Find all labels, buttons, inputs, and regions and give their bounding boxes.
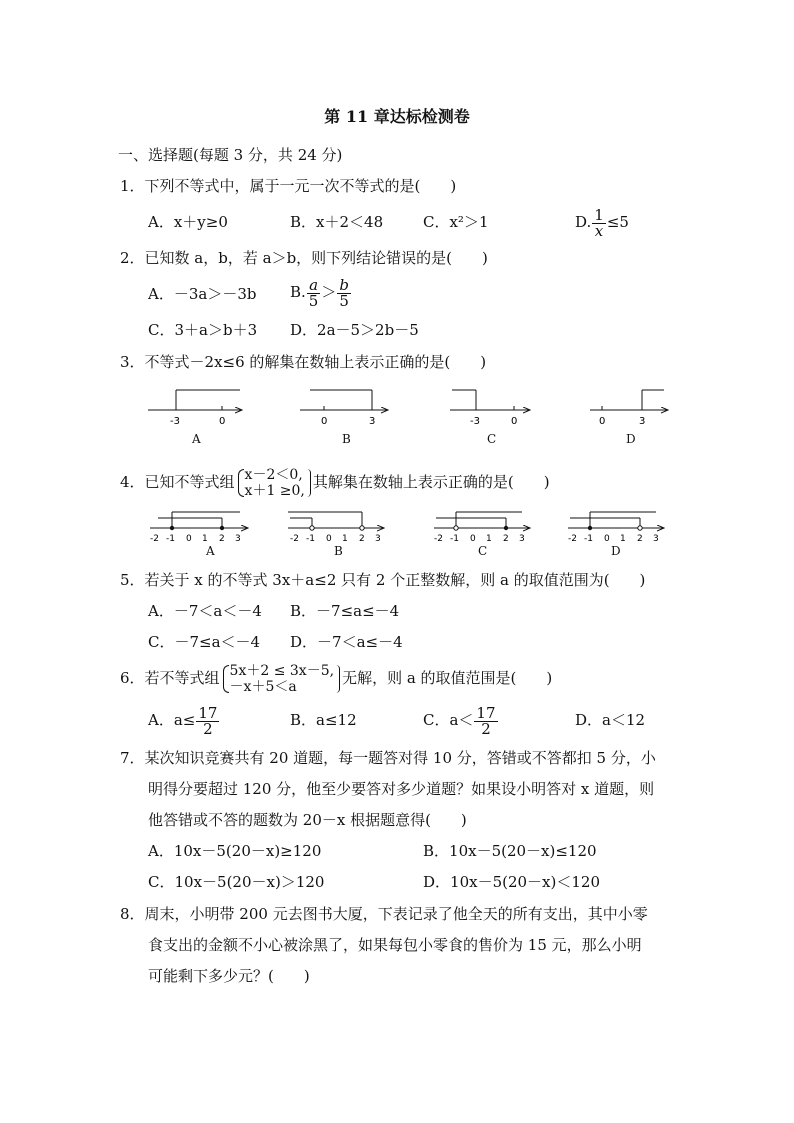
q4-a-t5: 2 (219, 534, 225, 544)
q6-right-brace (336, 665, 340, 693)
q2-option-c: C．3＋a＞b＋3 (148, 321, 258, 339)
q3-axis-a (148, 390, 242, 427)
q6-stem (120, 660, 552, 696)
q1-stem: 1．下列不等式中，属于一元一次不等式的是( ) (120, 177, 457, 195)
q1-option-d (575, 202, 629, 242)
q4-stem-pre: 4．已知不等式组 (120, 473, 235, 491)
q4-number-lines (0, 506, 794, 556)
q4-c-t4: 1 (486, 534, 492, 544)
q6-c-num: 17 (476, 703, 496, 722)
q4-b-t2: -1 (306, 534, 315, 544)
q5-option-b: B．－7≤a≤－4 (290, 602, 400, 620)
q6-a-prefix: A．a≤ (148, 711, 196, 729)
q3-d-tick-2: 3 (639, 416, 646, 427)
q3-label-c: C (487, 432, 497, 446)
q3-label-a: A (192, 432, 201, 446)
q5-stem: 5．若关于 x 的不等式 3x＋a≤2 只有 2 个正整数解，则 a 的取值范围为( ) (120, 571, 646, 589)
page-title: 第 11 章达标检测卷 (324, 107, 470, 126)
q3-axis-b (300, 390, 388, 427)
q1-d-num: 1 (594, 205, 604, 224)
q4-row-2: x＋1 ≥0, (244, 483, 305, 499)
q3-c-tick-1: -3 (470, 416, 480, 427)
q2-b-op: ＞ (321, 283, 337, 301)
q3-axis-c (450, 390, 530, 427)
q2-b-d2: 5 (339, 291, 349, 310)
q7-line-1: 7．某次知识竞赛共有 20 道题，每一题答对得 10 分，答错或不答都扣 5 分，小 (120, 749, 656, 767)
q6-option-b: B．a≤12 (290, 711, 357, 729)
q3-b-tick-1: 0 (321, 416, 328, 427)
q4-c-t1: -2 (434, 534, 443, 544)
q3-a-tick-1: -3 (170, 416, 180, 427)
q4-a-t4: 1 (202, 534, 208, 544)
q4-axis-c (434, 512, 530, 544)
q6-option-d: D．a＜12 (575, 711, 646, 729)
q2-b-d1: 5 (308, 291, 319, 310)
q6-a-num: 17 (198, 703, 218, 722)
q1-option-b: B．x＋2＜48 (290, 213, 384, 231)
q6-c-fraction (474, 703, 497, 738)
q6-a-fraction (196, 703, 219, 738)
q7-option-a: A．10x－5(20－x)≥120 (148, 842, 322, 860)
q7-option-c: C．10x－5(20－x)＞120 (148, 873, 325, 891)
q4-d-t1: -2 (568, 534, 577, 544)
q4-c-t5: 2 (503, 534, 509, 544)
q6-option-a (148, 700, 220, 740)
q4-right-brace (307, 469, 311, 497)
q4-a-t6: 3 (235, 534, 241, 544)
q4-d-t3: 0 (604, 534, 610, 544)
q4-d-t5: 2 (637, 534, 643, 544)
q6-row-2: －x＋5＜a (229, 679, 297, 695)
q4-d-t2: -1 (584, 534, 593, 544)
q3-stem: 3．不等式－2x≤6 的解集在数轴上表示正确的是( ) (120, 353, 487, 371)
q8-line-1: 8．周末，小明带 200 元去图书大厦，下表记录了他全天的所有支出，其中小零 (120, 905, 648, 923)
q4-label-a: A (206, 544, 215, 558)
q4-row-1: x－2＜0, (244, 467, 303, 483)
q2-option-a: A．－3a＞－3b (148, 285, 257, 303)
section-heading: 一、选择题(每题 3 分，共 24 分) (118, 146, 343, 164)
q3-d-tick-1: 0 (599, 416, 606, 427)
q1-d-suffix: ≤5 (606, 213, 629, 231)
q4-a-t3: 0 (186, 534, 192, 544)
q3-b-tick-2: 3 (369, 416, 376, 427)
q4-c-t3: 0 (470, 534, 476, 544)
q3-axis-d (590, 390, 668, 427)
q2-b-prefix: B. (290, 283, 306, 301)
q7-option-b: B．10x－5(20－x)≤120 (423, 842, 597, 860)
q8-line-3: 可能剩下多少元？( ) (148, 967, 310, 985)
q4-a-t1: -2 (150, 534, 159, 544)
q7-line-2: 明得分要超过 120 分，他至少要答对多少道题？如果设小明答对 x 道题，则 (148, 780, 655, 798)
q1-option-c: C．x²＞1 (423, 213, 489, 231)
q4-b-t5: 2 (359, 534, 365, 544)
q1-d-fraction (592, 205, 606, 240)
q8-line-2: 食支出的金额不小心被涂黑了，如果每包小零食的售价为 15 元，那么小明 (148, 936, 642, 954)
q4-d-t6: 3 (653, 534, 659, 544)
q7-option-d: D．10x－5(20－x)＜120 (423, 873, 600, 891)
q2-b-frac1 (307, 275, 321, 310)
q4-c-t6: 3 (519, 534, 525, 544)
q6-option-c (423, 700, 499, 740)
q3-c-tick-2: 0 (511, 416, 518, 427)
q3-label-b: B (342, 432, 351, 446)
q3-a-tick-2: 0 (219, 416, 226, 427)
q7-line-3: 他答错或不答的题数为 20－x 根据题意得( ) (148, 811, 467, 829)
q4-stem-post: 其解集在数轴上表示正确的是( ) (312, 473, 550, 491)
q4-axis-a (150, 512, 248, 544)
q4-axis-b (288, 512, 384, 544)
q4-system (237, 467, 305, 499)
q6-row-1: 5x＋2 ≤ 3x－5, (229, 663, 335, 679)
q4-label-c: C (478, 544, 488, 558)
q4-b-t3: 0 (326, 534, 332, 544)
q2-b-frac2 (337, 275, 351, 310)
q4-b-t1: -2 (290, 534, 299, 544)
q6-a-den: 2 (203, 719, 213, 738)
q4-b-t4: 1 (342, 534, 348, 544)
q2-option-d: D．2a－5＞2b－5 (290, 321, 419, 339)
q4-a-t2: -1 (166, 534, 175, 544)
q6-c-den: 2 (481, 719, 491, 738)
q4-c-t2: -1 (450, 534, 459, 544)
q2-b-n2: b (339, 275, 349, 294)
q6-c-prefix: C．a＜ (423, 711, 474, 729)
q2-stem: 2．已知数 a，b，若 a＞b，则下列结论错误的是( ) (120, 249, 488, 267)
q6-stem-pre: 6．若不等式组 (120, 669, 220, 687)
q4-b-t6: 3 (375, 534, 381, 544)
q3-label-d: D (626, 432, 636, 446)
q4-d-t4: 1 (620, 534, 626, 544)
q5-option-d: D．－7＜a≤－4 (290, 633, 403, 651)
q5-option-c: C．－7≤a＜－4 (148, 633, 261, 651)
q1-option-a: A．x＋y≥0 (148, 213, 228, 231)
q1-d-den: x (594, 221, 604, 240)
q6-stem-post: 无解，则 a 的取值范围是( ) (342, 669, 553, 687)
q4-label-b: B (334, 544, 343, 558)
q5-option-a: A．－7＜a＜－4 (148, 602, 262, 620)
q2-option-b (290, 272, 352, 312)
q6-system (222, 663, 335, 695)
q1-d-prefix: D. (575, 213, 592, 231)
q4-axis-d (568, 512, 664, 544)
q4-stem (120, 464, 550, 500)
q4-label-d: D (611, 544, 621, 558)
q2-b-n1: a (307, 278, 321, 294)
q3-number-lines (0, 380, 794, 450)
